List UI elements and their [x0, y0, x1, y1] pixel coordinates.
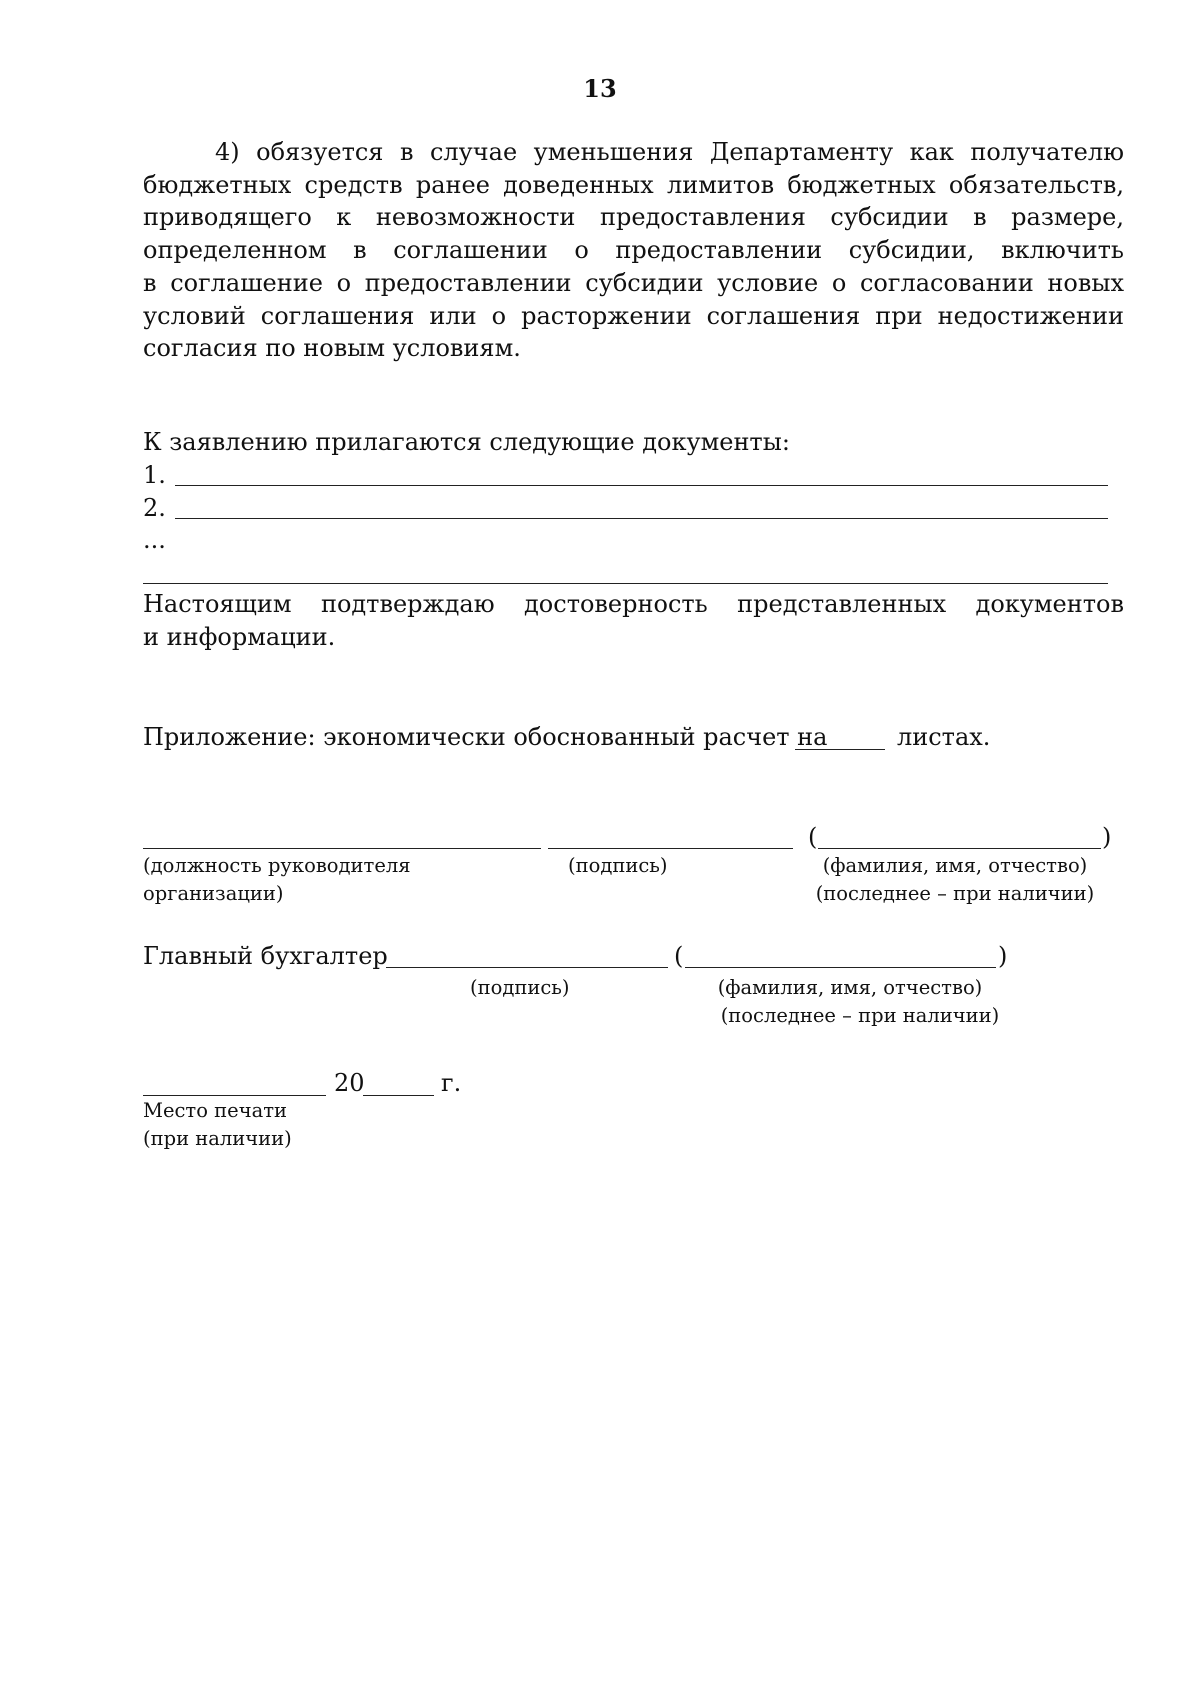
accountant-name-close-paren: ) [998, 942, 1008, 970]
accountant-name-open-paren: ( [674, 942, 684, 970]
head-position-caption-2: организации) [143, 882, 284, 905]
appendix-prefix: Приложение: экономически обоснованный расчет на [143, 723, 828, 751]
paragraph-line: определенном в соглашении о предоставлении субсидии, включить [143, 236, 1124, 265]
paragraph-line: 4) обязуется в случае уменьшения Департаменту как получателю [215, 138, 1124, 166]
paragraph-line: приводящего к невозможности предоставления субсидии в размере, [143, 203, 1124, 232]
head-name-line[interactable] [818, 848, 1101, 849]
head-name-caption-1: (фамилия, имя, отчество) [822, 854, 1088, 877]
attachment-item-number: 2. [143, 494, 166, 522]
head-name-open-paren: ( [808, 823, 818, 851]
accountant-signature-caption: (подпись) [470, 976, 570, 999]
date-year-prefix: 20 [334, 1069, 365, 1097]
paragraph-line: в соглашение о предоставлении субсидии условие о согласовании новых [143, 268, 1124, 297]
appendix-suffix: листах. [897, 723, 991, 751]
attachment-item-2-line[interactable] [175, 518, 1108, 519]
head-signature-caption: (подпись) [568, 854, 668, 877]
accountant-name-caption-1: (фамилия, имя, отчество) [717, 976, 983, 999]
head-position-line[interactable] [143, 848, 541, 849]
accountant-signature-line[interactable] [386, 967, 668, 968]
attachment-extra-line[interactable] [143, 583, 1108, 584]
attachment-item-ellipsis: ... [143, 526, 166, 554]
confirmation-line-1: Настоящим подтверждаю достоверность представленных документов [143, 590, 1124, 618]
head-position-caption-1: (должность руководителя [143, 854, 411, 877]
head-signature-line[interactable] [548, 848, 793, 849]
confirmation-text [143, 590, 1124, 618]
page-number: 13 [583, 74, 617, 103]
attachment-item-number: 1. [143, 461, 166, 489]
attachments-heading: К заявлению прилагаются следующие документы: [143, 428, 790, 456]
confirmation-line-2: и информации. [143, 623, 336, 651]
date-day-month-line[interactable] [143, 1095, 326, 1096]
stamp-caption-2: (при наличии) [143, 1127, 292, 1150]
date-year-line[interactable] [363, 1095, 434, 1096]
attachment-item-1-line[interactable] [175, 485, 1108, 486]
date-year-suffix: г. [441, 1069, 462, 1097]
accountant-name-caption-2: (последнее – при наличии) [720, 1004, 1000, 1027]
accountant-label: Главный бухгалтер [143, 942, 388, 970]
accountant-name-line[interactable] [685, 967, 996, 968]
paragraph-line: бюджетных средств ранее доведенных лимитов бюджетных обязательств, [143, 170, 1124, 199]
stamp-caption-1: Место печати [143, 1099, 287, 1122]
paragraph-line: согласия по новым условиям. [143, 334, 521, 363]
head-name-close-paren: ) [1102, 823, 1112, 851]
paragraph-line: условий соглашения или о расторжении соглашения при недостижении [143, 301, 1124, 330]
appendix-sheets-blank[interactable] [795, 749, 885, 750]
paragraph-4 [143, 136, 1124, 365]
head-name-caption-2: (последнее – при наличии) [815, 882, 1095, 905]
